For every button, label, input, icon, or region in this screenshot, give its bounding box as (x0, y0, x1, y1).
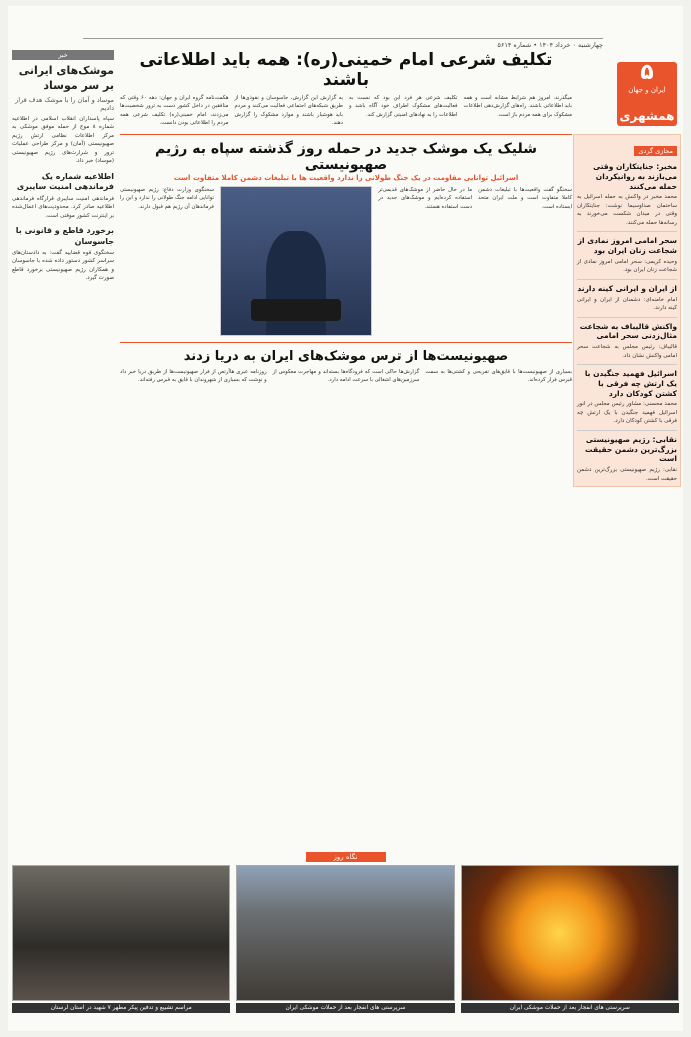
photo-item (12, 865, 230, 1015)
second-headline: شلیک یک موشک جدید در حمله روز گذشته سپاه به رژیم صهیونیستی (155, 140, 537, 173)
sidebar-text: امام خامنه‌ای: دشمنان از ایران و ایرانی کینه دارند. (577, 296, 677, 312)
sidebar-headline: اسرائیل فهمید جنگیدن با یک ارتش چه فرقی با کشتن کودکان دارد (584, 369, 677, 398)
sidebar-text: نقابی: رژیم صهیونیستی بزرگ‌ترین دشمن حقیقت است. (577, 467, 677, 482)
divider (577, 317, 677, 318)
sidebar-tag: مجازی گردی (634, 146, 677, 156)
article-columns (120, 94, 572, 128)
sidebar-headline: نقابی: رژیم صهیونیستی بزرگ‌ترین دشمن حقیقت است (585, 434, 677, 464)
masthead-logo: همشهری (617, 106, 677, 126)
news-body: سپاه پاسداران انقلاب اسلامی در اطلاعیه شماره ۸ موج از حمله موفق موشکی به مرکز اطلاعات نظامی ارتش رژیم صهیونیستی (آمان) و مرکز طراحی عملیات ترور و شرارت‌های رژیم صهیونیستی (موساد) خبر داد. (12, 115, 114, 165)
divider (577, 430, 677, 431)
article-column: سخنگو گفت واقعیت‌ها با تبلیغات دشمن کاملا متفاوت است و ملت ایران متحد ایستاده است. (478, 186, 572, 210)
article-column: تکلیف شرعی هر فرد این بود که نسبت به فعالیت‌های مشکوک اطراف خود آگاه باشد و اطلاعات را به نهادهای امنیتی گزارش کند. (349, 95, 458, 118)
sidebar-text: محمد مخبر در واکنش به حمله اسرائیل به ساختمان صداوسیما نوشت: جنایتکاران وقتی در میدان شکست می‌خورند به رسانه‌ها حمله می‌کنند. (577, 194, 677, 226)
sidebar-box (573, 134, 681, 487)
news-headline: موشک‌های ایرانی بر سر موساد (18, 64, 114, 92)
article-column: به گزارش این گزارش، جاسوسان و نفوذی‌ها از طریق شبکه‌های اجتماعی فعالیت می‌کنند و مردم باید هوشیار باشند و موارد مشکوک را گزارش دهند. (234, 95, 343, 127)
sidebar-text: وحیده کریمی: سحر امامی امروز نمادی از شجاعت زنان ایران بود. (577, 258, 677, 274)
microphones (251, 299, 341, 321)
photo-caption: مراسم تشییع و تدفین پیکر مطهر ۷ شهید در استان لرستان (12, 1003, 230, 1013)
explosion-photo (461, 865, 679, 1001)
photo-caption: سرپرستی های انفجار بعد از حملات موشکی ایران (461, 1003, 679, 1013)
main-headline: تکلیف شرعی امام خمینی(ره): همه باید اطلاعاتی باشند (139, 50, 553, 90)
damage-photo (236, 865, 454, 1001)
article-columns (120, 368, 572, 385)
article-columns (120, 186, 572, 336)
press-conference-photo (220, 186, 372, 336)
photo-item (461, 865, 679, 1015)
divider (577, 231, 677, 232)
third-headline: صهیونیست‌ها از ترس موشک‌های ایران به دریا زدند (183, 348, 509, 364)
social-sidebar (573, 134, 681, 487)
newspaper-page (8, 6, 683, 1031)
divider (577, 279, 677, 280)
article-column: ما در حال حاضر از موشک‌های قدیمی‌تر استفاده کرده‌ایم و موشک‌های جدید در دست استفاده هستند. (378, 186, 473, 210)
divider (577, 364, 677, 365)
article-column: گزارش‌ها حاکی است که فرودگاه‌ها بسته‌اند و مهاجرت معکوس از سرزمین‌های اشغالی با سرعت ادامه دارد. (272, 368, 420, 384)
sidebar-headline: واکنش قالیباف به شجاعت مثال‌زدنی سحر امامی (579, 321, 677, 341)
news-column (12, 50, 114, 283)
article-column: سخنگوی وزارت دفاع: رژیم صهیونیستی توانایی ادامه جنگ طولانی را ندارد و این را فرماندهان آن رژیم هم قبول دارند. (120, 186, 214, 210)
second-subhead: اسرائیل توانایی مقاومت در یک جنگ طولانی را ندارد واقعیت ها با تبلیغات دشمن کاملا متفاوت است (173, 173, 519, 182)
article-column: هکمت‌نامه گروه ایران و جهان: دهه ۶۰ وقتی که منافقین در داخل کشور دست به ترور شخصیت‌ها می‌زدند، امام خمینی(ره) تکلیف شرعی همه مردم را اطلاعاتی بودن دانست. (120, 95, 229, 127)
date-line: چهارشنبه ۰ خرداد ۱۴۰۴ • شماره ۵۶۱۴ (83, 38, 603, 49)
section-divider (120, 134, 572, 135)
news-tag: خبر (12, 50, 114, 60)
photo-strip (12, 852, 679, 1024)
main-content (120, 50, 572, 385)
page-number: ۵ (640, 60, 654, 85)
sidebar-headline: از ایران و ایرانی کینه دارند (577, 283, 677, 293)
news-headline-3: برخورد قاطع و قانونی با جاسوسان (15, 226, 114, 246)
section-divider (120, 342, 572, 343)
photo-row (12, 865, 679, 1015)
article-column: روزنامه عبری هاآرتص از فرار صهیونیست‌ها از طریق دریا خبر داد و نوشت که بسیاری از شهروندان با قایق به قبرس رفته‌اند. (119, 368, 267, 384)
photo-strip-title: نگاه روز (306, 852, 386, 862)
news-body-2: فرماندهی امنیت سایبری قرارگاه فرماندهی اطلاعیه صادر کرد. محدودیت‌های اعمال‌شده بر اینترنت کشور موقتی است. (12, 195, 114, 219)
news-body-3: سخنگوی قوه قضاییه گفت: به دادستان‌های سراسر کشور دستور داده شده با جاسوسان و همکاران رژیم صهیونیستی برخورد قاطع صورت گیرد. (12, 249, 114, 282)
sidebar-text: قالیباف: رئیس مجلس به شجاعت سحر امامی واکنش نشان داد. (577, 344, 677, 359)
article-column: بسیاری از صهیونیست‌ها با قایق‌های تفریحی و کشتی‌ها به سمت قبرس فرار کرده‌اند. (425, 368, 572, 384)
photo-item (236, 865, 454, 1015)
sidebar-headline: مخبر: جنایتکاران وقتی می‌بازند به روانیکردان حمله می‌کنند (593, 162, 677, 191)
funeral-photo (12, 865, 230, 1001)
article-column: میگذرند. امروز هم شرایط مشابه است و همه باید اطلاعاتی باشند. راه‌های گزارش‌دهی اطلاعات مشکوک برای همه مردم باز است. (463, 95, 572, 118)
section-name: ایران و جهان (628, 86, 666, 94)
photo-caption: سرپرستی های انفجار بعد از حملات موشکی ایران (236, 1003, 454, 1013)
news-subtitle: موساد و آمان را با موشک هدف قرار دادیم (15, 95, 114, 112)
section-tab (617, 62, 677, 110)
sidebar-headline: سحر امامی امروز نمادی از شجاعت زنان ایران بود (577, 236, 677, 256)
sidebar-text: محمد محسنی: مشاور رئیس مجلس در انور اسرائیل فهمید جنگیدن با یک ارتش چه فرقی با کشتن کودکان دارد. (577, 401, 677, 425)
news-headline-2: اطلاعیه شماره یک فرماندهی امنیت سایبری (16, 171, 114, 192)
